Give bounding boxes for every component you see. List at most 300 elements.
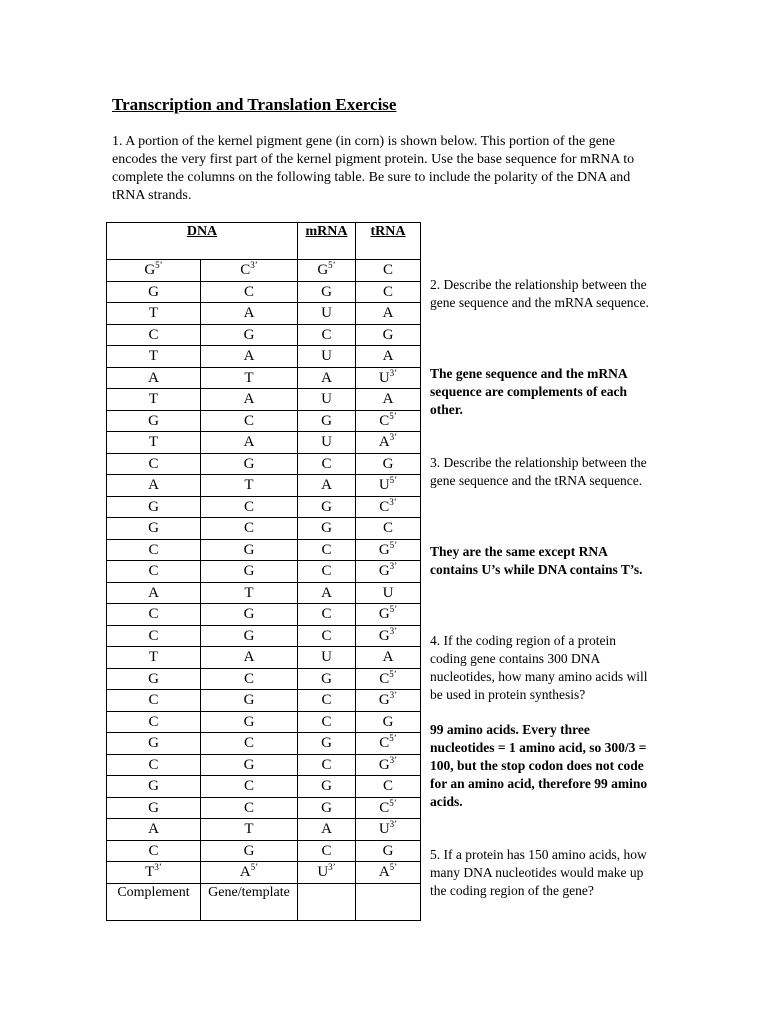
dna-complement-cell: [107, 453, 201, 475]
base-letter: U: [378, 821, 390, 838]
polarity-label: 3’: [389, 625, 398, 636]
base-letter: C: [379, 799, 390, 816]
trna-cell: [356, 539, 421, 561]
dna-template-cell: [201, 840, 298, 862]
polarity-label: 3’: [328, 862, 336, 873]
dna-complement-cell: [107, 410, 201, 432]
base-letter: G: [243, 842, 255, 859]
dna-complement-cell: [107, 389, 201, 411]
table-row: [107, 453, 421, 475]
base-letter: C: [243, 498, 254, 515]
base-letter: G: [243, 326, 255, 343]
base-letter: G: [321, 520, 332, 537]
dna-complement-cell: [107, 496, 201, 518]
base-letter: C: [148, 713, 159, 730]
table-row: [107, 367, 421, 389]
base-letter: G: [378, 563, 390, 580]
base-letter: G: [243, 756, 255, 773]
polarity-label: 5’: [328, 260, 336, 271]
table-row: [107, 518, 421, 540]
footer-trna: [356, 883, 421, 920]
mrna-cell: [298, 819, 356, 841]
base-letter: C: [382, 262, 393, 279]
trna-cell: [356, 410, 421, 432]
base-letter: C: [379, 498, 390, 515]
polarity-label: 5’: [389, 668, 397, 679]
table-row: [107, 260, 421, 282]
base-letter: A: [382, 649, 394, 666]
dna-complement-cell: [107, 324, 201, 346]
header-mrna: mRNA: [298, 223, 356, 260]
mrna-cell: [298, 604, 356, 626]
trna-cell: [356, 819, 421, 841]
base-letter: G: [321, 670, 332, 687]
dna-template-cell: [201, 776, 298, 798]
mrna-cell: [298, 711, 356, 733]
mrna-cell: [298, 561, 356, 583]
dna-template-cell: [201, 496, 298, 518]
intro-paragraph: 1. A portion of the kernel pigment gene (in corn) is shown below. This portion of the gene encodes the very first part of the kernel pigment protein. Use the base sequence for mRNA to complete the columns on the following table. Be sure to include the polarity of the DNA and tRNA strands.: [112, 134, 635, 203]
base-letter: A: [148, 369, 159, 386]
base-letter: T: [244, 369, 254, 386]
dna-template-cell: [201, 625, 298, 647]
mrna-cell: [298, 281, 356, 303]
table-row: [107, 410, 421, 432]
dna-complement-cell: [107, 518, 201, 540]
dna-template-cell: [201, 518, 298, 540]
trna-cell: [356, 346, 421, 368]
question-5: 5. If a protein has 150 amino acids, how many DNA nucleotides would make up the coding region of the gene?: [430, 847, 647, 898]
dna-template-cell: [201, 690, 298, 712]
table-row: [107, 582, 421, 604]
table-row: [107, 324, 421, 346]
polarity-label: 5’: [389, 862, 398, 873]
base-letter: C: [321, 756, 332, 773]
trna-cell: [356, 324, 421, 346]
base-letter: T: [148, 434, 159, 451]
footer-mrna: [298, 883, 356, 920]
dna-template-cell: [201, 453, 298, 475]
base-letter: G: [148, 498, 159, 515]
polarity-label: 5’: [389, 539, 398, 550]
table-header-row: [107, 223, 421, 260]
base-letter: G: [382, 842, 394, 859]
base-letter: A: [148, 821, 159, 838]
dna-complement-cell: [107, 711, 201, 733]
base-letter: C: [243, 412, 254, 429]
trna-cell: [356, 690, 421, 712]
base-letter: U: [378, 477, 390, 494]
sequence-table: [106, 222, 421, 921]
dna-complement-cell: [107, 281, 201, 303]
table-row: [107, 432, 421, 454]
base-letter: U: [378, 369, 390, 386]
trna-cell: [356, 367, 421, 389]
base-letter: G: [243, 627, 255, 644]
base-letter: A: [243, 434, 255, 451]
trna-cell: [356, 840, 421, 862]
dna-complement-cell: [107, 733, 201, 755]
table-row: [107, 668, 421, 690]
trna-cell: [356, 260, 421, 282]
table-row: [107, 862, 421, 884]
base-letter: A: [243, 649, 255, 666]
table-row: [107, 561, 421, 583]
base-letter: G: [382, 326, 394, 343]
base-letter: C: [321, 455, 332, 472]
dna-complement-cell: [107, 754, 201, 776]
base-letter: A: [243, 391, 255, 408]
base-letter: C: [148, 606, 159, 623]
base-letter: C: [148, 842, 159, 859]
mrna-cell: [298, 625, 356, 647]
footer-gene-template: Gene/template: [201, 883, 298, 920]
base-letter: A: [148, 477, 159, 494]
base-letter: A: [382, 391, 394, 408]
base-letter: A: [321, 821, 332, 838]
base-letter: G: [378, 541, 390, 558]
base-letter: G: [148, 799, 159, 816]
polarity-label: 5’: [389, 410, 397, 421]
dna-template-cell: [201, 432, 298, 454]
dna-complement-cell: [107, 862, 201, 884]
table-row: [107, 303, 421, 325]
base-letter: A: [382, 348, 394, 365]
table-row: [107, 754, 421, 776]
mrna-cell: [298, 346, 356, 368]
mrna-cell: [298, 303, 356, 325]
polarity-label: 5’: [389, 604, 398, 615]
table-row: [107, 647, 421, 669]
base-letter: C: [148, 756, 159, 773]
trna-cell: [356, 303, 421, 325]
dna-complement-cell: [107, 432, 201, 454]
header-dna: DNA: [107, 223, 298, 260]
base-letter: A: [239, 864, 251, 881]
dna-template-cell: [201, 819, 298, 841]
question-3: 3. Describe the relationship between the gene sequence and the tRNA sequence.: [430, 455, 647, 488]
mrna-cell: [298, 539, 356, 561]
trna-cell: [356, 754, 421, 776]
base-letter: C: [243, 799, 254, 816]
base-letter: G: [148, 670, 159, 687]
base-letter: G: [243, 606, 255, 623]
base-letter: T: [244, 821, 254, 838]
base-letter: C: [243, 778, 254, 795]
dna-complement-cell: [107, 561, 201, 583]
base-letter: C: [148, 627, 159, 644]
base-letter: G: [243, 563, 255, 580]
base-letter: T: [148, 649, 159, 666]
base-letter: G: [148, 412, 159, 429]
mrna-cell: [298, 453, 356, 475]
base-letter: G: [378, 627, 390, 644]
base-letter: A: [321, 369, 332, 386]
base-letter: C: [243, 735, 254, 752]
base-letter: G: [317, 262, 329, 279]
table-row: [107, 604, 421, 626]
base-letter: A: [378, 864, 390, 881]
base-letter: T: [244, 477, 254, 494]
base-letter: G: [243, 713, 255, 730]
polarity-label: 5’: [389, 797, 397, 808]
mrna-cell: [298, 776, 356, 798]
table-row: [107, 496, 421, 518]
base-letter: U: [321, 649, 332, 666]
mrna-cell: [298, 733, 356, 755]
mrna-cell: [298, 324, 356, 346]
mrna-cell: [298, 862, 356, 884]
trna-cell: [356, 776, 421, 798]
dna-template-cell: [201, 324, 298, 346]
question-2: 2. Describe the relationship between the gene sequence and the mRNA sequence.: [430, 277, 649, 310]
base-letter: C: [321, 842, 332, 859]
base-letter: G: [378, 606, 390, 623]
table-row: [107, 475, 421, 497]
polarity-label: 3’: [250, 260, 258, 271]
table-row: [107, 797, 421, 819]
trna-cell: [356, 668, 421, 690]
base-letter: C: [379, 412, 390, 429]
base-letter: G: [148, 520, 159, 537]
base-letter: C: [148, 541, 159, 558]
base-letter: G: [378, 692, 390, 709]
polarity-label: 5’: [389, 733, 397, 744]
dna-template-cell: [201, 539, 298, 561]
dna-template-cell: [201, 668, 298, 690]
dna-template-cell: [201, 303, 298, 325]
base-letter: T: [148, 391, 159, 408]
dna-template-cell: [201, 410, 298, 432]
base-letter: T: [145, 864, 155, 881]
polarity-label: 5’: [250, 862, 259, 873]
dna-template-cell: [201, 733, 298, 755]
base-letter: U: [321, 391, 332, 408]
dna-template-cell: [201, 367, 298, 389]
trna-cell: [356, 625, 421, 647]
base-letter: A: [382, 305, 394, 322]
mrna-cell: [298, 797, 356, 819]
dna-complement-cell: [107, 367, 201, 389]
trna-cell: [356, 604, 421, 626]
dna-template-cell: [201, 475, 298, 497]
mrna-cell: [298, 260, 356, 282]
dna-template-cell: [201, 754, 298, 776]
dna-template-cell: [201, 711, 298, 733]
mrna-cell: [298, 367, 356, 389]
dna-complement-cell: [107, 840, 201, 862]
base-letter: T: [244, 584, 254, 601]
trna-cell: [356, 797, 421, 819]
polarity-label: 3’: [154, 862, 162, 873]
dna-template-cell: [201, 561, 298, 583]
answer-4: 99 amino acids. Every three nucleotides = 1 amino acid, so 300/3 = 100, but the stop codon does not code for an amino acid, therefore 99 amino acids.: [430, 722, 648, 809]
base-letter: G: [243, 541, 255, 558]
base-letter: G: [148, 735, 159, 752]
mrna-cell: [298, 582, 356, 604]
page-title: Transcription and Translation Exercise: [112, 95, 397, 114]
polarity-label: 3’: [389, 496, 397, 507]
base-letter: G: [321, 283, 332, 300]
table-row: [107, 840, 421, 862]
mrna-cell: [298, 410, 356, 432]
dna-complement-cell: [107, 475, 201, 497]
dna-template-cell: [201, 604, 298, 626]
mrna-cell: [298, 754, 356, 776]
dna-complement-cell: [107, 797, 201, 819]
mrna-cell: [298, 668, 356, 690]
dna-template-cell: [201, 582, 298, 604]
base-letter: G: [243, 455, 255, 472]
dna-complement-cell: [107, 625, 201, 647]
mrna-cell: [298, 432, 356, 454]
table-row: [107, 281, 421, 303]
base-letter: C: [382, 520, 393, 537]
base-letter: C: [379, 670, 390, 687]
mrna-cell: [298, 475, 356, 497]
trna-cell: [356, 281, 421, 303]
base-letter: G: [382, 713, 394, 730]
base-letter: G: [148, 778, 159, 795]
base-letter: T: [148, 348, 159, 365]
header-trna: tRNA: [356, 223, 421, 260]
table-row: [107, 625, 421, 647]
base-letter: C: [321, 541, 332, 558]
base-letter: C: [321, 563, 332, 580]
base-letter: A: [321, 477, 332, 494]
base-letter: A: [148, 584, 159, 601]
dna-template-cell: [201, 797, 298, 819]
trna-cell: [356, 432, 421, 454]
base-letter: U: [321, 348, 332, 365]
table-row: [107, 819, 421, 841]
dna-complement-cell: [107, 819, 201, 841]
base-letter: G: [378, 756, 390, 773]
dna-template-cell: [201, 281, 298, 303]
dna-complement-cell: [107, 776, 201, 798]
base-letter: C: [321, 692, 332, 709]
dna-template-cell: [201, 260, 298, 282]
dna-complement-cell: [107, 690, 201, 712]
polarity-label: 3’: [389, 561, 398, 572]
dna-complement-cell: [107, 539, 201, 561]
mrna-cell: [298, 840, 356, 862]
mrna-cell: [298, 518, 356, 540]
base-letter: C: [240, 262, 251, 279]
base-letter: G: [321, 735, 332, 752]
table-body: [107, 260, 421, 884]
base-letter: G: [243, 692, 255, 709]
answer-2: The gene sequence and the mRNA sequence are complements of each other.: [430, 366, 627, 417]
dna-template-cell: [201, 862, 298, 884]
table-row: [107, 539, 421, 561]
base-letter: C: [321, 606, 332, 623]
dna-complement-cell: [107, 647, 201, 669]
dna-template-cell: [201, 346, 298, 368]
mrna-cell: [298, 690, 356, 712]
base-letter: G: [321, 412, 332, 429]
base-letter: A: [378, 434, 390, 451]
trna-cell: [356, 496, 421, 518]
base-letter: C: [382, 283, 393, 300]
trna-cell: [356, 561, 421, 583]
base-letter: G: [321, 778, 332, 795]
polarity-label: 3’: [389, 432, 398, 443]
base-letter: C: [382, 778, 393, 795]
base-letter: A: [243, 348, 255, 365]
mrna-cell: [298, 389, 356, 411]
trna-cell: [356, 862, 421, 884]
base-letter: U: [321, 434, 332, 451]
table-row: [107, 776, 421, 798]
polarity-label: 3’: [389, 690, 398, 701]
base-letter: C: [148, 563, 159, 580]
base-letter: C: [243, 520, 254, 537]
trna-cell: [356, 475, 421, 497]
base-letter: U: [317, 864, 329, 881]
base-letter: G: [148, 283, 159, 300]
base-letter: C: [243, 670, 254, 687]
table-row: [107, 690, 421, 712]
base-letter: T: [148, 305, 159, 322]
answer-3: They are the same except RNA contains U’s while DNA contains T’s.: [430, 544, 643, 577]
dna-complement-cell: [107, 604, 201, 626]
base-letter: C: [148, 455, 159, 472]
base-letter: G: [144, 262, 156, 279]
polarity-label: 3’: [389, 754, 398, 765]
base-letter: A: [321, 584, 332, 601]
dna-complement-cell: [107, 668, 201, 690]
dna-complement-cell: [107, 582, 201, 604]
base-letter: C: [379, 735, 390, 752]
trna-cell: [356, 389, 421, 411]
base-letter: G: [321, 498, 332, 515]
dna-template-cell: [201, 389, 298, 411]
base-letter: G: [321, 799, 332, 816]
table-row: [107, 733, 421, 755]
trna-cell: [356, 711, 421, 733]
polarity-label: 3’: [389, 819, 398, 830]
question-4: 4. If the coding region of a protein coding gene contains 300 DNA nucleotides, how many amino acids will be used in protein synthesis?: [430, 633, 648, 702]
base-letter: C: [321, 713, 332, 730]
base-letter: C: [148, 326, 159, 343]
base-letter: U: [321, 305, 332, 322]
base-letter: G: [382, 455, 394, 472]
polarity-label: 5’: [155, 260, 163, 271]
base-letter: C: [321, 627, 332, 644]
trna-cell: [356, 582, 421, 604]
base-letter: C: [321, 326, 332, 343]
mrna-cell: [298, 647, 356, 669]
table-footer-row: [107, 883, 421, 920]
base-letter: A: [243, 305, 255, 322]
trna-cell: [356, 733, 421, 755]
mrna-cell: [298, 496, 356, 518]
trna-cell: [356, 647, 421, 669]
dna-complement-cell: [107, 346, 201, 368]
polarity-label: 5’: [389, 475, 398, 486]
dna-complement-cell: [107, 303, 201, 325]
base-letter: C: [243, 283, 254, 300]
dna-complement-cell: [107, 260, 201, 282]
polarity-label: 3’: [389, 367, 398, 378]
table-row: [107, 711, 421, 733]
trna-cell: [356, 453, 421, 475]
trna-cell: [356, 518, 421, 540]
table-row: [107, 346, 421, 368]
footer-complement: Complement: [107, 883, 201, 920]
base-letter: C: [148, 692, 159, 709]
